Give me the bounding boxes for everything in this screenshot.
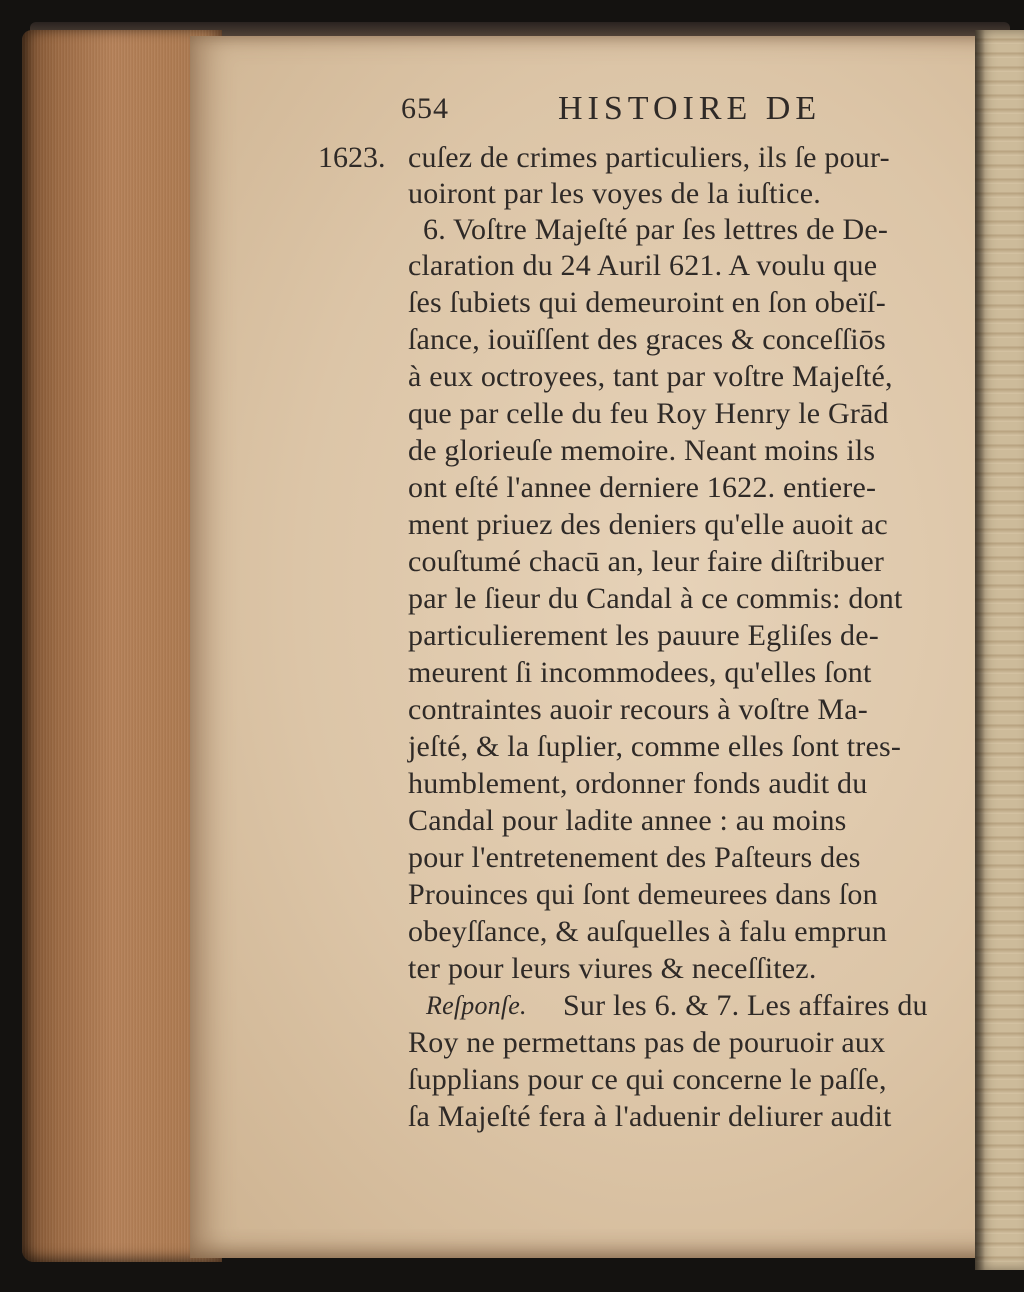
text-line: de glorieuſe memoire. Neant moins ils — [408, 434, 876, 467]
text-line: jeſté, & la ſuplier, comme elles ſont tres- — [408, 730, 902, 763]
text-line: contraintes auoir recours à voſtre Ma- — [408, 693, 868, 726]
page-gutter-edge — [975, 30, 1024, 1270]
response-line: Sur les 6. & 7. Les affaires du — [563, 989, 928, 1022]
text-line: particulierement les pauure Egliſes de- — [408, 619, 879, 652]
page-text — [318, 90, 978, 1133]
margin-year: 1623. — [318, 141, 386, 174]
response-label: Reſponſe. — [426, 991, 527, 1020]
text-line: ment priuez des deniers qu'elle auoit ac — [408, 508, 888, 541]
text-line: à eux octroyees, tant par voſtre Majeſté, — [408, 360, 893, 393]
text-line: uoiront par les voyes de la iuſtice. — [408, 177, 821, 210]
response-line: Roy ne permettans pas de pouruoir aux — [408, 1026, 886, 1059]
text-line: couſtumé chacū an, leur faire diſtribuer — [408, 545, 885, 578]
text-line: humblement, ordonner fonds audit du — [408, 767, 868, 800]
text-line: ſance, iouïſſent des graces & conceſſiōs — [408, 323, 886, 356]
text-line: 6. Voſtre Majeſté par ſes lettres de De- — [423, 213, 889, 246]
text-line: par le ſieur du Candal à ce commis: dont — [408, 582, 903, 615]
text-line: Candal pour ladite annee : au moins — [408, 804, 847, 837]
text-line: cuſez de crimes particuliers, ils ſe pour- — [408, 141, 890, 174]
text-line: claration du 24 Auril 621. A voulu que — [408, 249, 878, 282]
running-title: HISTOIRE DE — [558, 90, 822, 127]
page-number: 654 — [401, 92, 449, 125]
text-line: pour l'entretenement des Paſteurs des — [408, 841, 861, 874]
text-line: obeyſſance, & auſquelles à falu emprun — [408, 915, 888, 948]
text-line: ſes ſubiets qui demeuroint en ſon obeïſ- — [408, 286, 886, 319]
text-line: Prouinces qui ſont demeurees dans ſon — [408, 878, 878, 911]
text-line: que par celle du feu Roy Henry le Grād — [408, 397, 889, 430]
response-line: ſupplians pour ce qui concerne le paſſe, — [408, 1063, 887, 1096]
response-line: ſa Majeſté fera à l'aduenir deliurer audit — [408, 1100, 892, 1133]
page-header — [318, 92, 978, 142]
text-line: meurent ſi incommodees, qu'elles ſont — [408, 656, 872, 689]
text-line: ter pour leurs viures & neceſſitez. — [408, 952, 817, 985]
text-line: ont eſté l'annee derniere 1622. entiere- — [408, 471, 877, 504]
